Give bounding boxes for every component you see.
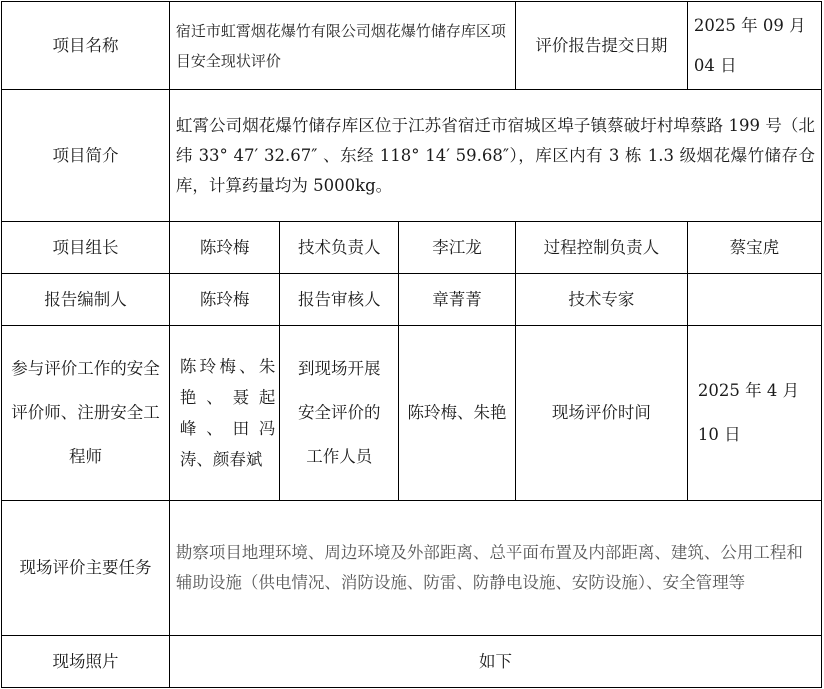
- row-tasks: [2, 501, 822, 636]
- row-photos: [2, 636, 822, 688]
- photos-label: 现场照片: [2, 636, 170, 688]
- submit-date-label: 评价报告提交日期: [515, 2, 687, 90]
- onsite-label: 到现场开展安全评价的工作人员: [280, 326, 399, 501]
- project-intro-text: 虹霄公司烟花爆竹储存库区位于江苏省宿迁市宿城区埠子镇蔡破圩村埠蔡路 199 号（北纬 33° 47′ 32.67″ 、东经 118° 14′ 59.68″），库区内有 3 栋 1.3 级烟花爆竹储存仓库，计算药量均为 5000kg。: [169, 90, 821, 222]
- photos-value: 如下: [169, 636, 821, 688]
- row-project-intro: [2, 90, 822, 222]
- row-evaluators: [2, 326, 822, 501]
- row-project-name: [2, 2, 822, 90]
- project-info-table: [1, 1, 822, 688]
- project-intro-label: 项目简介: [2, 90, 170, 222]
- onsite-names: 陈玲梅、朱艳: [399, 326, 516, 501]
- evaluators-names: 陈玲梅、朱艳、聂起峰、田冯涛、颜春斌: [169, 326, 280, 501]
- reviewer-label: 报告审核人: [280, 274, 399, 326]
- onsite-time-label: 现场评价时间: [515, 326, 687, 501]
- reviewer-value: 章菁菁: [399, 274, 516, 326]
- process-lead-value: 蔡宝虎: [687, 222, 821, 274]
- expert-value: [687, 274, 821, 326]
- row-report: [2, 274, 822, 326]
- writer-value: 陈玲梅: [169, 274, 280, 326]
- onsite-time-value: 2025 年 4 月 10 日: [687, 326, 821, 501]
- submit-date-value: 2025 年 09 月 04 日: [687, 2, 821, 90]
- tasks-label: 现场评价主要任务: [2, 501, 170, 636]
- tech-lead-label: 技术负责人: [280, 222, 399, 274]
- leader-value: 陈玲梅: [169, 222, 280, 274]
- tech-lead-value: 李江龙: [399, 222, 516, 274]
- writer-label: 报告编制人: [2, 274, 170, 326]
- tasks-text: 勘察项目地理环境、周边环境及外部距离、总平面布置及内部距离、建筑、公用工程和辅助设施（供电情况、消防设施、防雷、防静电设施、安防设施）、安全管理等: [169, 501, 821, 636]
- row-team: [2, 222, 822, 274]
- evaluators-label: 参与评价工作的安全评价师、注册安全工程师: [2, 326, 170, 501]
- process-lead-label: 过程控制负责人: [515, 222, 687, 274]
- project-name-value: 宿迁市虹霄烟花爆竹有限公司烟花爆竹储存库区项目安全现状评价: [169, 2, 515, 90]
- leader-label: 项目组长: [2, 222, 170, 274]
- project-name-label: 项目名称: [2, 2, 170, 90]
- expert-label: 技术专家: [515, 274, 687, 326]
